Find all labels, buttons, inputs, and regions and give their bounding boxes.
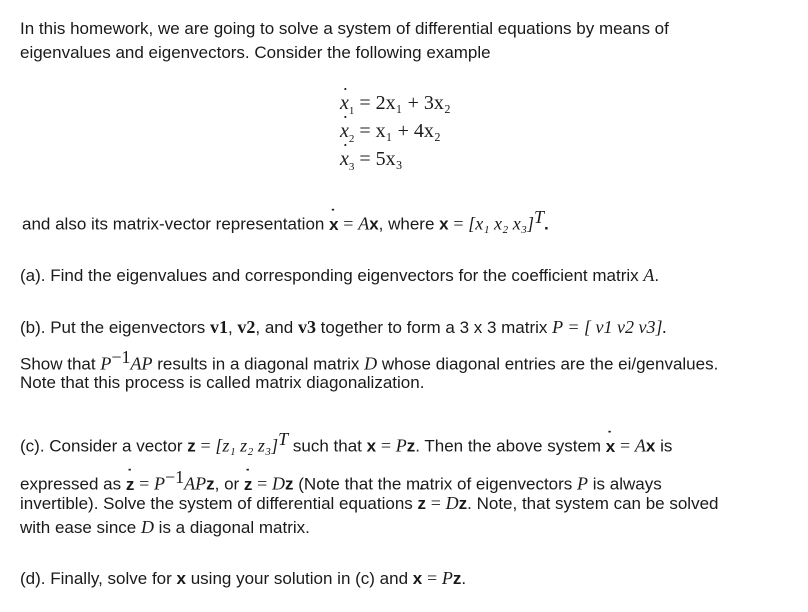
part-b-text-5: whose diagonal entries are the ei/genvalues. [377, 354, 719, 374]
part-d: (d). Finally, solve for x using your solution in (c) and x = Pz. [20, 568, 467, 588]
part-a-text: (a). Find the eigenvalues and corresponding eigenvectors for the coefficient matrix [20, 266, 644, 285]
part-b-line-1: (b). Put the eigenvectors v1, v2, and v3 together to form a 3 x 3 matrix P = [ v1 v2 v3]. [20, 317, 667, 337]
z-vector: [z₁ z₂ z₃] [215, 435, 279, 456]
intro-line-1: In this homework, we are going to solve a system of differential equations by means of [20, 19, 669, 38]
equation-3: ˙ $x_3 = 5x_3$ [340, 148, 403, 173]
intro-line-2: eigenvalues and eigenvectors. Consider the following example [20, 43, 491, 62]
part-c-text-1: (c). Consider a vector [20, 436, 188, 456]
equation-2: ˙ $x_2 = x_1 + 4x_2$ [340, 120, 441, 145]
part-b-and: , and [255, 318, 298, 337]
part-c-text-7: (Note that the matrix of eigenvectors [293, 474, 578, 494]
part-c-line-3: invertible). Solve the system of differential equations ˙ z = Dz. Note, that system can be solved [20, 492, 719, 515]
part-c-text-10: . Note, that system can be solved [467, 494, 719, 513]
part-b-text-1: (b). Put the eigenvectors [20, 318, 210, 337]
part-c-text-2: such that [288, 436, 367, 456]
part-d-text-1: (d). Finally, solve for [20, 569, 177, 588]
equation-1-rhs: = 2x₁ + 3x₂ [359, 92, 451, 114]
transpose-mark: T [534, 207, 545, 227]
vector-v1: v1 [209, 317, 228, 337]
part-b-line-3: Note that this process is called matrix diagonalization. [20, 373, 425, 392]
part-c-text-6: , or [214, 474, 244, 494]
part-b-text-2: together to form a 3 x 3 matrix [315, 318, 553, 337]
matrix-representation: and also its matrix-vector representation ˙ x = Ax, where x = [x₁ x₂ x₃]$^T$. [22, 206, 549, 236]
part-a: (a). Find the eigenvalues and corresponding eigenvectors for the coefficient matrix A. [20, 265, 660, 285]
part-c-line-4: with ease since D is a diagonal matrix. [20, 517, 310, 537]
equation-2-rhs: = x₁ + 4x₂ [359, 120, 441, 142]
part-d-text-2: using your solution in (c) and [185, 569, 413, 588]
part-c-line-2: expressed as ˙ $z = P^{-1}APz$, or ˙ z = Dz (Note that the matrix of eigenvectors P is always [20, 466, 662, 496]
matrix-rep-where: , where [378, 214, 440, 234]
matrix-a: A [643, 265, 655, 285]
part-b-line-2: Show that $P^{-1}AP$ results in a diagonal matrix D whose diagonal entries are the ei/genvalues. [20, 347, 719, 374]
part-c-text-3: . Then the above system [415, 436, 606, 456]
part-c-text-4: is [655, 436, 673, 456]
matrix-p: P = [ v1 v2 v3]. [552, 317, 667, 337]
part-c-text-9: invertible). Solve the system of differential equations [20, 494, 418, 513]
part-b-text-4: results in a diagonal matrix [152, 354, 365, 374]
equation-1: ˙ $x_1 = 2x_1 + 3x_2$ [340, 92, 451, 117]
part-b-text-3: Show that [20, 354, 101, 374]
matrix-rep-prefix: and also its matrix-vector representation [22, 214, 330, 234]
part-c-text-11: with ease since [20, 518, 141, 537]
equation-3-rhs: = 5x₃ [359, 148, 403, 170]
state-vector: [x₁ x₂ x₃] [468, 213, 534, 234]
vector-v2: v2 [237, 317, 256, 337]
part-c-text-12: is a diagonal matrix. [153, 518, 310, 537]
p-inverse-ap: AP [130, 353, 153, 374]
vector-v3: v3 [297, 317, 316, 337]
part-c-text-5: expressed as [20, 474, 126, 494]
matrix-d: D [364, 353, 378, 374]
part-c-text-8: is always [588, 474, 662, 494]
part-c-line-1: (c). Consider a vector z = [z₁ z₂ z₃]$^T$ such that x = Pz. Then the above system ˙ x = Ax is [20, 428, 672, 458]
